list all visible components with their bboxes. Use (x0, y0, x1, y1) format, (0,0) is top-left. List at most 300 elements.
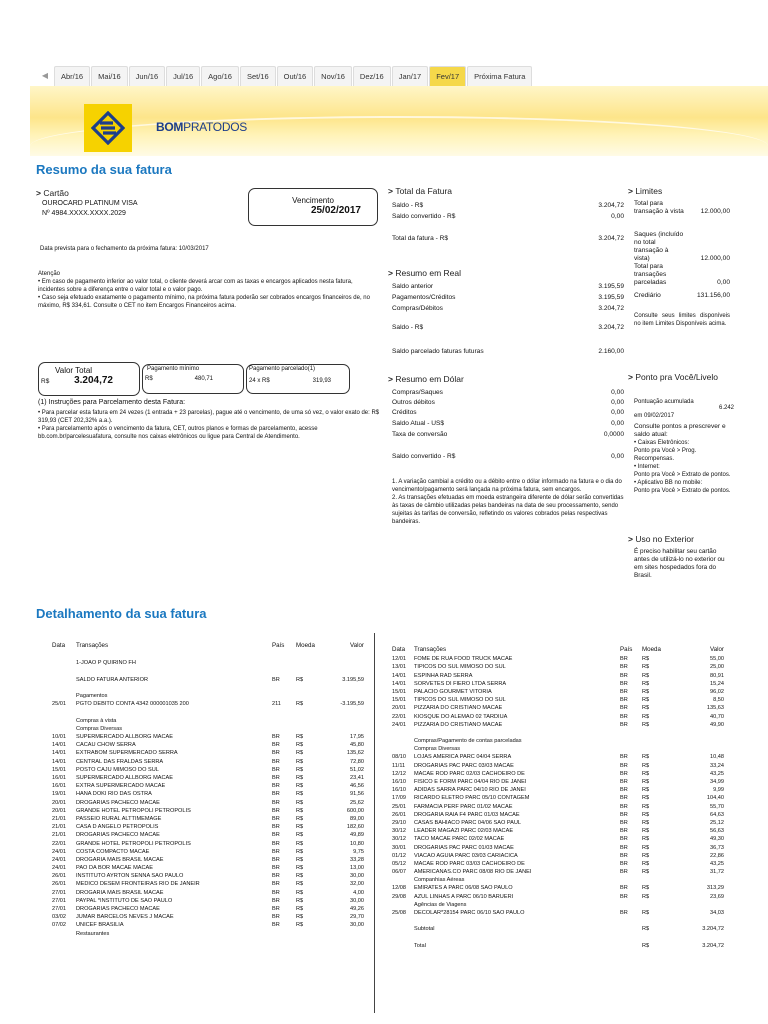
table-cell: BR (620, 803, 628, 810)
table-cell: 12/12 (392, 770, 406, 777)
table-cell: BR (272, 775, 280, 781)
table-cell: 49,89 (350, 832, 364, 839)
table-cell (620, 917, 642, 925)
table-cell: BR (272, 856, 280, 863)
table-cell: BR (272, 824, 280, 831)
table-cell (52, 717, 76, 725)
table-cell: 01/12 (392, 852, 406, 859)
tf-label: Total da fatura - R$ (392, 235, 449, 242)
limite-label: Saques (incluído no total transação à vista) (634, 231, 684, 262)
table-row (392, 811, 726, 819)
ponto-acumulada-value: 6.242 (718, 405, 734, 411)
tab-6[interactable]: Out/16 (277, 66, 314, 86)
table-cell: BR (272, 914, 280, 921)
table-cell: TIPICOS DO SUL MIMOSO DO SUL (414, 697, 506, 704)
rd-row (392, 389, 624, 397)
pagamento-parcelado-label: Pagamento parcelado(1) (249, 366, 316, 372)
total-fatura-label: > Total da Fatura (388, 186, 452, 196)
limite-row (634, 200, 730, 216)
table-cell (296, 684, 320, 692)
header-cell: Data (392, 646, 406, 653)
tab-10[interactable]: Fev/17 (429, 66, 466, 86)
table-row (52, 758, 364, 766)
table-cell: 27/01 (52, 897, 66, 904)
table-cell: UNICEF BRASILIA (76, 922, 124, 929)
table-cell: R$ (642, 721, 650, 728)
table-cell: R$ (642, 860, 650, 867)
rr-label: Compras/Débitos (392, 305, 443, 312)
table-row (52, 856, 364, 864)
tab-9[interactable]: Jan/17 (392, 66, 429, 86)
table-row (52, 749, 364, 757)
table-cell (320, 659, 364, 667)
instrucao-line-1: • Para parcelar esta fatura em 24 vezes (1 entrada + 23 parcelas), pague até o vencimento, de uma só vez, o valor exato de: R$ 319,93 (CET 202,32% a.a.). (38, 410, 380, 424)
table-cell: 43,25 (710, 860, 724, 867)
table-cell: R$ (642, 836, 650, 843)
table-cell: BR (620, 680, 628, 687)
table-cell: 31,72 (710, 869, 724, 876)
table-cell: 3.204,72 (702, 942, 724, 949)
table-cell (320, 692, 364, 700)
rd-label: Compras/Saques (392, 389, 443, 396)
rr-value: 3.195,59 (598, 283, 624, 290)
brand-bold: BOM (156, 120, 184, 134)
table-cell (668, 901, 724, 909)
limites-note: Consulte seus limites disponíveis no item Limites Disponíveis acima. (634, 313, 730, 327)
table-cell: PGTO DEBITO CONTA 4342 000001035 200 (76, 701, 189, 708)
table-cell: AZUL LINHAS A PARC 06/10 BARUERI (414, 893, 514, 900)
table-row (52, 815, 364, 823)
table-cell: 30,00 (350, 922, 364, 929)
table-cell: 56,63 (710, 828, 724, 835)
header-cell: Transações (76, 642, 109, 649)
table-cell: DROGARIAS PACHECO MACAE (76, 799, 160, 806)
tf-value: 3.204,72 (598, 235, 624, 242)
header-cell: País (272, 642, 285, 649)
table-row (52, 766, 364, 774)
table-cell: PAO DA BOR MACAE MACAE (76, 865, 153, 872)
table-cell: R$ (642, 787, 650, 794)
rd-value: 0,00 (611, 389, 624, 396)
table-cell: R$ (296, 742, 304, 749)
table-row (392, 860, 726, 868)
ponto-line: Ponto pra Você > Prog. Recompensas. (634, 448, 697, 462)
table-cell: 16/01 (52, 775, 66, 781)
table-cell (272, 725, 296, 733)
table-cell (52, 676, 76, 684)
table-cell (320, 725, 364, 733)
table-row (392, 770, 726, 778)
table-cell: 135,62 (346, 750, 364, 757)
table-row (52, 651, 364, 659)
table-cell: BR (620, 754, 628, 761)
table-cell (642, 745, 668, 753)
table-cell (642, 729, 668, 737)
table-cell: Compras/Pagamento de contas parceladas (414, 738, 522, 745)
table-cell: RICARDO ELETRO PARC 05/10 CONTAGEM (414, 795, 530, 802)
table-cell: 22/01 (392, 713, 406, 720)
table-cell: FISICO E FORM PARC 04/04 RIO DE JANEI (414, 779, 527, 785)
table-cell: AMERICANAS.CO PARC 08/08 RIO DE JANEI (414, 869, 532, 876)
exterior-label: > Uso no Exterior (628, 534, 694, 544)
table-row (52, 889, 364, 897)
table-cell: MACAE ROD PARC 03/03 CACHOEIRO DE (414, 860, 525, 867)
table-cell (392, 942, 414, 950)
table-cell: EXTRA SUPERMERCADO MACAE (76, 783, 166, 790)
table-cell: 51,02 (350, 766, 364, 773)
brand-rest: PRATODOS (183, 120, 247, 134)
table-row (52, 897, 364, 905)
header-cell: Moeda (642, 646, 661, 653)
tf-value: 0,00 (611, 213, 624, 220)
table-cell: 07/02 (52, 922, 66, 929)
table-cell: R$ (296, 848, 304, 855)
valor-total-currency: R$ (41, 378, 50, 385)
table-row (52, 676, 364, 684)
instrucao-line-2: • Para parcelamento após o vencimento da fatura, CET, outros planos e formas de parcelamento, acesse bb.com.br/parcelesuafatura, consulte nos caixas eletrônicos ou ligue para Central de Atendimento. (38, 426, 318, 440)
table-row (52, 831, 364, 839)
table-cell: BR (272, 766, 280, 773)
table-cell: ADIDAS SARRA PARC 04/10 RIO DE JANEI (414, 787, 526, 794)
table-row (52, 692, 364, 700)
table-row (392, 729, 726, 737)
table-cell: 30,00 (350, 873, 364, 880)
table-cell (668, 917, 724, 925)
ponto-line: Ponto pra Você > Extrato de pontos. (634, 488, 731, 494)
atencao-line-1: • Em caso de pagamento inferior ao valor total, o cliente deverá arcar com as taxas e encargos aplicados nesta fatura, incidentes sobre a diferença entre o valor total e o valor pago. (38, 279, 353, 293)
table-cell: R$ (642, 844, 650, 851)
table-cell (392, 745, 414, 753)
table-cell: 17,95 (350, 734, 364, 741)
table-cell: FOME DE RUA FOOD TRUCK MACAE (414, 656, 513, 663)
table-cell (668, 729, 724, 737)
table-cell: 91,56 (350, 791, 364, 798)
table-cell: R$ (642, 795, 650, 802)
table-cell: R$ (642, 672, 650, 679)
table-cell (52, 684, 76, 692)
rr-label: Saldo - R$ (392, 324, 424, 331)
table-cell: 9,99 (713, 787, 724, 794)
valor-total-box (38, 362, 140, 396)
table-cell (642, 737, 668, 745)
table-cell: 25/01 (52, 701, 66, 708)
table-row (392, 852, 726, 860)
table-row (52, 668, 364, 676)
table-cell: BR (620, 885, 628, 892)
table-cell: 21/01 (52, 824, 66, 831)
table-cell: PIZZARIA DO CRISTIANO MACAE (414, 721, 503, 728)
table-cell: 15/01 (392, 697, 406, 704)
table-cell: R$ (642, 885, 650, 892)
header-banner (30, 86, 768, 156)
table-cell: R$ (296, 783, 304, 790)
table-cell: 12/08 (392, 885, 406, 892)
table-cell: 3.204,72 (702, 926, 724, 933)
table-cell: JUMAR BARCELOS NEVES J MACAE (76, 914, 174, 921)
table-cell: 23,41 (350, 775, 364, 781)
table-cell: 14/01 (52, 750, 66, 757)
table-cell: 30/12 (392, 828, 406, 835)
table-cell: Pagamentos (76, 693, 108, 700)
table-cell: 9,75 (353, 848, 364, 855)
table-cell: 22,86 (710, 852, 724, 859)
table-cell: BR (620, 836, 628, 843)
tf-label: Saldo convertido - R$ (392, 213, 456, 220)
table-cell: Total (414, 942, 426, 949)
table-cell (296, 930, 320, 938)
table-cell: R$ (296, 799, 304, 806)
tab-3[interactable]: Jul/16 (166, 66, 200, 86)
table-row (52, 913, 364, 921)
table-cell: R$ (296, 856, 304, 863)
table-cell: 4,00 (353, 889, 364, 896)
header-cell: Valor (710, 646, 724, 653)
table-row (52, 733, 364, 741)
table-cell: 21/01 (52, 832, 66, 839)
table-cell (52, 668, 76, 676)
header-cell: Transações (414, 646, 447, 653)
table-row (392, 704, 726, 712)
table-cell: BR (272, 832, 280, 839)
table-cell (272, 651, 296, 659)
table-cell: R$ (642, 926, 650, 933)
ponto-block (634, 398, 734, 495)
table-row (52, 880, 364, 888)
table-row (392, 721, 726, 729)
table-row (392, 794, 726, 802)
table-cell: 104,40 (706, 795, 724, 802)
table-row (52, 717, 364, 725)
table-cell: R$ (642, 680, 650, 687)
table-cell: LOJAS AMERICA PARC 04/04 SERRA (414, 754, 512, 761)
table-cell: 30/01 (392, 844, 406, 851)
table-cell (320, 717, 364, 725)
table-cell: 40,70 (710, 713, 724, 720)
table-cell (620, 876, 642, 884)
table-cell: R$ (296, 897, 304, 904)
table-cell: R$ (642, 869, 650, 876)
table-cell (76, 709, 272, 717)
table-cell: 29/10 (392, 819, 406, 826)
exterior-text: É preciso habilitar seu cartão antes de utilizá-lo no exterior ou em sites hospedados fora do Brasil. (634, 548, 725, 579)
table-cell: BR (272, 873, 280, 880)
table-row (52, 709, 364, 717)
table-cell: 15/01 (52, 766, 66, 773)
table-cell (392, 876, 414, 884)
table-cell: R$ (642, 770, 650, 777)
table-cell (392, 901, 414, 909)
table-cell: HANA DOKI RIO DAS OSTRA (76, 791, 152, 798)
table-cell: BR (272, 799, 280, 806)
table-cell: R$ (296, 775, 304, 781)
table-cell: MEDICO DESEM FRONTEIRAS RIO DE JANEIR (76, 881, 200, 888)
rd-row (392, 431, 624, 439)
table-header (52, 642, 364, 650)
ponto-date: em 09/02/2017 (634, 413, 675, 419)
table-cell: R$ (296, 914, 304, 921)
rd-value: 0,00 (611, 420, 624, 427)
table-cell: 14/01 (392, 680, 406, 687)
table-row (392, 925, 726, 933)
table-cell: 27/01 (52, 906, 66, 912)
table-cell: 32,00 (350, 881, 364, 888)
table-cell: 13/01 (392, 664, 406, 671)
table-cell: DECOLAR*28154 PARC 06/10 SAO PAULO (414, 910, 525, 916)
table-cell (620, 745, 642, 753)
table-cell: INSTITUTO AYRTON SENNA SAO PAULO (76, 873, 184, 880)
table-cell: BR (272, 848, 280, 855)
table-cell: BR (620, 762, 628, 769)
table-cell: 10/01 (52, 734, 66, 741)
rd-label: Outros débitos (392, 399, 435, 406)
cartao-label: > Cartão (36, 188, 69, 198)
table-cell: ESPINHA RAD SERRA (414, 672, 473, 679)
table-cell: BR (620, 779, 628, 785)
table-row (392, 942, 726, 950)
table-cell: 33,28 (350, 856, 364, 863)
table-cell (272, 668, 296, 676)
pagamento-parcelado-currency: 24 x R$ (249, 378, 270, 384)
tab-7[interactable]: Nov/16 (314, 66, 352, 86)
table-cell: 24/01 (52, 848, 66, 855)
table-cell (414, 917, 620, 925)
table-cell: R$ (296, 791, 304, 798)
table-row (52, 782, 364, 790)
table-row (392, 713, 726, 721)
tab-11[interactable]: Próxima Fatura (467, 66, 532, 86)
table-cell: DROGARIA RAIA F4 PARC 01/03 MACAE (414, 811, 520, 818)
table-cell: BR (272, 906, 280, 912)
rd-row (392, 399, 624, 407)
tab-1[interactable]: Mai/16 (91, 66, 128, 86)
table-cell: BR (620, 770, 628, 777)
tab-4[interactable]: Ago/16 (201, 66, 239, 86)
table-cell: 24/01 (52, 865, 66, 872)
rr-row (392, 348, 624, 356)
table-cell: BR (272, 750, 280, 757)
limite-row (634, 231, 730, 263)
rd-value: 0,00 (611, 399, 624, 406)
table-cell: 25,12 (710, 819, 724, 826)
table-cell: CASA D ANGELO PETROPOLIS (76, 824, 159, 831)
table-cell (668, 934, 724, 942)
table-cell (296, 725, 320, 733)
dolar-note-1: 1. A variação cambial a crédito ou a débito entre o dólar informado na fatura e o dia do vencimento/pagamento será lançada na próxima fatura, sem encargos. (392, 479, 622, 493)
tab-2[interactable]: Jun/16 (129, 66, 166, 86)
table-cell: TIPICOS DO SUL MIMOSO DO SUL (414, 664, 506, 671)
limite-row (634, 263, 730, 287)
table-cell (76, 684, 272, 692)
table-cell: R$ (296, 734, 304, 741)
table-cell: R$ (642, 705, 650, 712)
table-cell (52, 725, 76, 733)
table-cell: 3.195,59 (342, 676, 364, 683)
rd-label: Saldo Atual - US$ (392, 420, 445, 427)
table-cell: BR (272, 807, 280, 814)
table-cell: 600,00 (346, 807, 364, 814)
rd-value: 0,00 (611, 409, 624, 416)
rr-value: 3.195,59 (598, 294, 624, 301)
table-cell: 14/01 (392, 672, 406, 679)
table-cell: DROGARIA MAIS BRASIL MACAE (76, 856, 164, 863)
table-cell: 24/01 (52, 856, 66, 863)
table-cell (296, 717, 320, 725)
table-cell: BR (620, 705, 628, 712)
table-row (392, 917, 726, 925)
table-cell: BR (620, 893, 628, 900)
table-cell: FARMACIA PERF PARC 01/02 MACAE (414, 803, 513, 810)
table-cell: MACAE ROD PARC 02/03 CACHOEIRO DE (414, 770, 525, 777)
table-row (392, 655, 726, 663)
rd-label: Créditos (392, 409, 417, 416)
table-row (392, 786, 726, 794)
table-cell: TACO MACAE PARC 02/02 MACAE (414, 836, 505, 843)
table-cell: BR (620, 811, 628, 818)
table-cell: BR (272, 815, 280, 822)
rr-value: 3.204,72 (598, 324, 624, 331)
table-cell: SUPERMERCADO ALLBORG MACAE (76, 775, 173, 781)
rr-value: 2.160,00 (598, 348, 624, 355)
limite-row (634, 292, 730, 300)
rd-row (392, 409, 624, 417)
header-cell: Moeda (296, 642, 315, 649)
table-cell: CASAS BAHIACO PARC 04/06 SAO PAUL (414, 819, 522, 826)
table-row (392, 663, 726, 671)
table-cell: R$ (296, 906, 304, 912)
table-cell: Companhias Aéreas (414, 877, 465, 884)
table-row (52, 725, 364, 733)
rd-row (392, 453, 624, 461)
table-cell: R$ (642, 852, 650, 859)
table-row (52, 790, 364, 798)
table-cell (76, 651, 272, 659)
table-cell: DROGARIAS PACHECO MACAE (76, 906, 160, 912)
limite-value: 0,00 (717, 279, 730, 286)
table-cell (620, 942, 642, 950)
previous-arrow-icon[interactable]: ◀ (41, 71, 49, 80)
ponto-line: • Aplicativo BB no mobile: (634, 480, 703, 486)
header-cell: Data (52, 642, 66, 649)
table-cell (392, 925, 414, 933)
table-row (392, 737, 726, 745)
table-cell: BR (272, 897, 280, 904)
tab-5[interactable]: Set/16 (240, 66, 276, 86)
table-cell (52, 692, 76, 700)
table-row (392, 696, 726, 704)
table-cell (272, 709, 296, 717)
table-cell: R$ (296, 701, 304, 708)
table-cell (76, 668, 272, 676)
tab-8[interactable]: Dez/16 (353, 66, 391, 86)
table-cell (272, 717, 296, 725)
table-cell: 29,70 (350, 914, 364, 921)
table-cell: 29/08 (392, 893, 406, 900)
table-cell: R$ (642, 656, 650, 663)
table-row (392, 688, 726, 696)
table-cell: BR (620, 910, 628, 916)
rd-row (392, 420, 624, 428)
table-row (52, 823, 364, 831)
ponto-line: • Internet: (634, 464, 660, 470)
tab-0[interactable]: Abr/16 (54, 66, 90, 86)
table-cell: R$ (642, 713, 650, 720)
table-cell (642, 876, 668, 884)
rr-row (392, 294, 624, 302)
table-cell: R$ (296, 758, 304, 765)
ponto-line: Consulte pontos a prescrever e saldo atual: (634, 423, 726, 438)
table-row (392, 909, 726, 917)
table-row (392, 827, 726, 835)
